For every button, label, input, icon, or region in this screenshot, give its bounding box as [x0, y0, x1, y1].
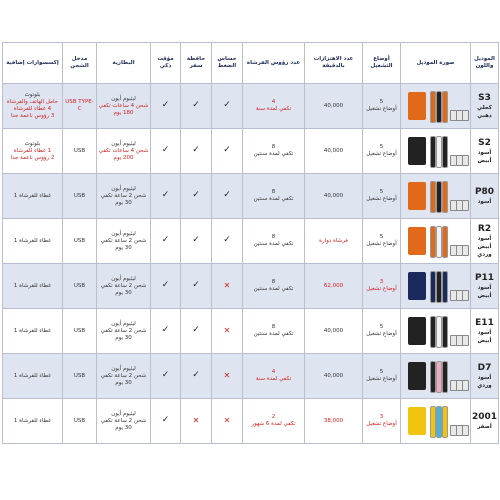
model-code: 2001	[471, 411, 497, 422]
product-box	[408, 317, 426, 345]
toothbrush	[442, 316, 448, 348]
modes-number: 5	[379, 234, 384, 240]
cell-charging	[63, 219, 97, 264]
battery-line: 180 يوم	[113, 109, 134, 116]
brush-head	[462, 335, 469, 346]
cell-pressure	[212, 354, 243, 399]
cell-image	[401, 219, 471, 264]
cell-modes	[363, 84, 401, 129]
cell-heads	[243, 219, 305, 264]
column-header-vibrations: عدد الاهتزازات بالدقيقة	[305, 43, 363, 84]
cell-battery	[97, 264, 151, 309]
cell-image	[401, 129, 471, 174]
table-row	[3, 219, 499, 264]
toothbrush	[430, 271, 436, 303]
product-image	[404, 313, 468, 349]
product-box	[408, 272, 426, 300]
charging-value: USB	[73, 417, 86, 424]
check-icon: ✓	[161, 100, 170, 110]
cell-accessories	[3, 174, 63, 219]
cell-travel	[181, 129, 212, 174]
check-icon: ✓	[192, 145, 200, 155]
product-image	[404, 133, 468, 169]
check-icon: ✓	[192, 100, 200, 110]
product-box	[408, 137, 426, 165]
cell-modes	[363, 219, 401, 264]
cell-vibrations	[305, 84, 363, 129]
cell-vibrations	[305, 219, 363, 264]
model-code: P80	[474, 186, 495, 197]
cell-heads	[243, 354, 305, 399]
cell-travel	[181, 354, 212, 399]
cell-timer	[151, 354, 181, 399]
cell-model	[471, 174, 499, 219]
table-row	[3, 354, 499, 399]
model-code: E11	[475, 317, 494, 328]
accessory-line: بلوتوث	[24, 92, 41, 98]
cell-modes	[363, 354, 401, 399]
model-color: أسود وردي	[477, 374, 492, 389]
toothbrush	[430, 361, 436, 393]
cross-icon: ✕	[223, 325, 231, 335]
column-header-model: الموديل واللون	[471, 43, 499, 84]
cell-charging	[63, 129, 97, 174]
check-icon: ✓	[223, 100, 231, 110]
check-icon: ✓	[192, 280, 200, 290]
cell-battery	[97, 84, 151, 129]
battery-line: شحن 2 ساعة تكفي	[100, 417, 147, 424]
brush-head	[462, 425, 469, 436]
battery-line: 30 يوم	[115, 379, 132, 386]
cross-icon: ✕	[223, 280, 231, 290]
battery-line: ليثيوم أيون	[111, 365, 136, 372]
toothbrush	[430, 181, 436, 213]
check-icon: ✓	[192, 190, 200, 200]
cell-image	[401, 264, 471, 309]
toothbrush	[430, 91, 436, 123]
heads-text: تكفي لمدة سنتين	[253, 151, 294, 157]
toothbrush	[436, 271, 442, 303]
modes-number: 3	[379, 414, 384, 420]
model-code: S3	[478, 92, 491, 103]
battery-line: ليثيوم أيون	[111, 230, 136, 237]
cell-accessories	[3, 219, 63, 264]
cell-heads	[243, 399, 305, 444]
toothbrush	[442, 271, 448, 303]
vibrations-value: 62,000	[323, 282, 344, 289]
accessory-line: غطاء للفرشاة 1	[13, 417, 52, 424]
check-icon: ✓	[161, 370, 170, 380]
heads-number: 8	[271, 324, 276, 330]
brush-head	[462, 155, 469, 166]
battery-line: 30 يوم	[115, 199, 132, 206]
table-row	[3, 264, 499, 309]
cell-model	[471, 309, 499, 354]
battery-line: ليثيوم أيون	[111, 95, 136, 102]
cell-model	[471, 354, 499, 399]
modes-number: 5	[379, 324, 384, 330]
toothbrush	[442, 91, 448, 123]
cell-timer	[151, 174, 181, 219]
cell-pressure	[212, 219, 243, 264]
check-icon: ✓	[223, 190, 231, 200]
check-icon: ✓	[161, 145, 170, 155]
heads-text: تكفي لمدة سنة	[255, 376, 292, 382]
heads-number: 8	[271, 234, 276, 240]
column-header-image: صورة الموديل	[401, 43, 471, 84]
comparison-table-wrapper	[0, 42, 500, 444]
accessory-line: 4 غطاء للفرشاة	[13, 106, 52, 112]
battery-line: ليثيوم أيون	[111, 320, 136, 327]
battery-line: ليثيوم أيون	[111, 185, 136, 192]
cell-accessories	[3, 354, 63, 399]
cell-charging	[63, 174, 97, 219]
product-image	[404, 88, 468, 124]
cell-timer	[151, 399, 181, 444]
modes-text: أوضاع تشغيل	[366, 196, 397, 202]
battery-line: 30 يوم	[115, 334, 132, 341]
cell-image	[401, 174, 471, 219]
heads-number: 8	[271, 189, 276, 195]
cell-timer	[151, 309, 181, 354]
modes-text: أوضاع تشغيل	[366, 151, 397, 157]
toothbrush	[436, 361, 442, 393]
battery-line: 30 يوم	[115, 289, 132, 296]
cell-modes	[363, 399, 401, 444]
cell-accessories	[3, 309, 63, 354]
cell-pressure	[212, 84, 243, 129]
model-code: D7	[477, 362, 492, 373]
column-header-heads: عدد رؤوس الفرشاة	[243, 43, 305, 84]
cell-vibrations	[305, 399, 363, 444]
model-color: أسود أبيض	[477, 329, 492, 344]
cell-timer	[151, 84, 181, 129]
heads-text: تكفي لمدة 6 شهور	[251, 421, 296, 427]
toothbrush	[430, 136, 436, 168]
toothbrush	[436, 406, 442, 438]
charging-value: USB	[73, 237, 86, 244]
table-header-row	[3, 43, 499, 84]
cell-modes	[363, 129, 401, 174]
brush-head	[462, 290, 469, 301]
product-box	[408, 92, 426, 120]
table-body	[3, 84, 499, 444]
model-color: أسود أبيض	[477, 284, 492, 299]
modes-number: 5	[379, 99, 384, 105]
cell-vibrations	[305, 354, 363, 399]
column-header-pressure: حساس الضغط	[212, 43, 243, 84]
model-color: أصفر	[477, 423, 492, 430]
modes-text: أوضاع تشغيل	[366, 376, 397, 382]
cell-vibrations	[305, 309, 363, 354]
accessory-line: 3 رؤوس ناعمة جدا	[10, 113, 55, 119]
toothbrush	[430, 226, 436, 258]
charging-value: USB	[73, 372, 86, 379]
modes-number: 5	[379, 369, 384, 375]
cell-accessories	[3, 264, 63, 309]
toothbrush	[436, 136, 442, 168]
column-header-battery: البطارية	[97, 43, 151, 84]
cell-accessories	[3, 84, 63, 129]
cell-modes	[363, 264, 401, 309]
table-row	[3, 399, 499, 444]
charging-value: USB	[73, 147, 86, 154]
toothbrush	[436, 316, 442, 348]
battery-line: شحن 2 ساعة تكفي	[100, 237, 147, 244]
cell-battery	[97, 219, 151, 264]
product-box	[408, 362, 426, 390]
cell-battery	[97, 354, 151, 399]
cell-travel	[181, 84, 212, 129]
cell-pressure	[212, 264, 243, 309]
charging-value: USB	[73, 327, 86, 334]
check-icon: ✓	[161, 325, 170, 335]
cell-charging	[63, 309, 97, 354]
model-code: S2	[478, 137, 491, 148]
heads-text: تكفي لمدة سنتين	[253, 331, 294, 337]
cell-accessories	[3, 129, 63, 174]
product-image	[404, 268, 468, 304]
cell-image	[401, 84, 471, 129]
check-icon: ✓	[161, 280, 170, 290]
model-color: أسود أبيض	[477, 149, 492, 164]
toothbrush-comparison-table	[2, 42, 499, 444]
charging-value: USB	[73, 192, 86, 199]
product-image	[404, 178, 468, 214]
cell-travel	[181, 399, 212, 444]
modes-text: أوضاع تشغيل	[366, 421, 397, 427]
battery-line: ليثيوم أيون	[111, 140, 136, 147]
accessory-line: غطاء للفرشاة 1	[13, 372, 52, 379]
toothbrush	[436, 226, 442, 258]
heads-number: 4	[271, 369, 276, 375]
battery-line: ليثيوم أيون	[111, 410, 136, 417]
cell-charging	[63, 354, 97, 399]
cell-image	[401, 309, 471, 354]
battery-line: شحن 2 ساعة تكفي	[100, 372, 147, 379]
cell-charging	[63, 264, 97, 309]
product-box	[408, 182, 426, 210]
accessory-line: بلوتوث	[24, 140, 41, 147]
battery-line: ليثيوم أيون	[111, 275, 136, 282]
cell-image	[401, 354, 471, 399]
column-header-modes: أوضاع التشغيل	[363, 43, 401, 84]
product-image	[404, 223, 468, 259]
vibrations-value: 40,000	[323, 372, 344, 379]
cell-travel	[181, 219, 212, 264]
cell-modes	[363, 309, 401, 354]
cell-modes	[363, 174, 401, 219]
modes-text: أوضاع تشغيل	[366, 106, 397, 112]
heads-number: 8	[271, 279, 276, 285]
table-row	[3, 174, 499, 219]
cell-heads	[243, 309, 305, 354]
cell-timer	[151, 129, 181, 174]
heads-text: تكفي لمدة سنتين	[253, 196, 294, 202]
vibrations-value: 40,000	[323, 327, 344, 334]
cell-charging	[63, 84, 97, 129]
accessory-line: 1 غطاء للفرشاة	[13, 147, 52, 154]
accessory-line: غطاء للفرشاة 1	[13, 282, 52, 289]
modes-text: أوضاع تشغيل	[366, 331, 397, 337]
vibrations-value: 40,000	[323, 147, 344, 154]
product-image	[404, 358, 468, 394]
vibrations-value: 38,000	[323, 417, 344, 424]
cross-icon: ✕	[223, 370, 231, 380]
table-row	[3, 84, 499, 129]
toothbrush	[430, 406, 436, 438]
toothbrush	[436, 91, 442, 123]
cell-charging	[63, 399, 97, 444]
toothbrush	[442, 361, 448, 393]
accessory-line: غطاء للفرشاة 1	[13, 192, 52, 199]
cell-battery	[97, 399, 151, 444]
cell-model	[471, 264, 499, 309]
table-row	[3, 129, 499, 174]
cell-battery	[97, 309, 151, 354]
brush-head	[462, 245, 469, 256]
vibrations-value: فرشاة دوارة	[319, 237, 348, 244]
cell-heads	[243, 84, 305, 129]
check-icon: ✓	[192, 370, 200, 380]
cell-vibrations	[305, 174, 363, 219]
heads-number: 4	[271, 99, 276, 105]
heads-text: تكفي لمدة سنتين	[253, 241, 294, 247]
column-header-charging: مدخل الشحن	[63, 43, 97, 84]
check-icon: ✓	[161, 415, 170, 425]
cell-model	[471, 399, 499, 444]
cell-model	[471, 129, 499, 174]
cell-battery	[97, 174, 151, 219]
cell-pressure	[212, 129, 243, 174]
toothbrush	[442, 181, 448, 213]
brush-head	[462, 110, 469, 121]
battery-line: 30 يوم	[115, 424, 132, 431]
cross-icon: ✕	[223, 415, 231, 425]
cell-vibrations	[305, 129, 363, 174]
cell-heads	[243, 174, 305, 219]
heads-number: 2	[271, 414, 276, 420]
vibrations-value: 40,000	[323, 192, 344, 199]
heads-text: تكفي لمدة سنتين	[253, 286, 294, 292]
check-icon: ✓	[223, 145, 231, 155]
battery-line: شحن 2 ساعة تكفي	[100, 192, 147, 199]
battery-line: 200 يوم	[113, 154, 134, 161]
cross-icon: ✕	[192, 415, 200, 425]
cell-timer	[151, 264, 181, 309]
brush-head	[462, 200, 469, 211]
battery-line: شحن 2 ساعة تكفي	[100, 282, 147, 289]
heads-number: 8	[271, 144, 276, 150]
check-icon: ✓	[161, 235, 170, 245]
toothbrush	[436, 181, 442, 213]
column-header-travel: حافظة سفر	[181, 43, 212, 84]
modes-number: 5	[379, 189, 384, 195]
battery-line: 30 يوم	[115, 244, 132, 251]
product-box	[408, 407, 426, 435]
cell-model	[471, 84, 499, 129]
charging-value: USB TYPE-C	[65, 99, 94, 112]
cell-pressure	[212, 399, 243, 444]
model-code: P11	[474, 272, 495, 283]
model-code: R2	[477, 223, 492, 234]
modes-number: 3	[379, 279, 384, 285]
cell-accessories	[3, 399, 63, 444]
cell-pressure	[212, 174, 243, 219]
modes-text: أوضاع تشغيل	[366, 241, 397, 247]
product-box	[408, 227, 426, 255]
cell-heads	[243, 129, 305, 174]
toothbrush	[442, 226, 448, 258]
battery-line: شحن 2 ساعة تكفي	[100, 327, 147, 334]
accessory-line: 2 رؤوس ناعمة جدا	[10, 154, 55, 161]
cell-timer	[151, 219, 181, 264]
cell-battery	[97, 129, 151, 174]
cell-travel	[181, 174, 212, 219]
cell-image	[401, 399, 471, 444]
vibrations-value: 40,000	[323, 102, 344, 109]
modes-number: 5	[379, 144, 384, 150]
check-icon: ✓	[192, 325, 200, 335]
cell-travel	[181, 264, 212, 309]
toothbrush	[442, 406, 448, 438]
heads-text: تكفي لمدة سنة	[255, 106, 292, 112]
model-color: أسود	[477, 198, 492, 205]
cell-pressure	[212, 309, 243, 354]
table-row	[3, 309, 499, 354]
model-color: كحلي ذهبي	[477, 104, 492, 119]
charging-value: USB	[73, 282, 86, 289]
check-icon: ✓	[161, 190, 170, 200]
accessory-line: حامل الهاتف والفرشاة	[6, 99, 59, 105]
check-icon: ✓	[223, 235, 231, 245]
accessory-line: غطاء للفرشاة 1	[13, 237, 52, 244]
battery-line: شحن 4 ساعات تكفي	[98, 102, 149, 109]
toothbrush	[430, 316, 436, 348]
accessory-line: غطاء للفرشاة 1	[13, 327, 52, 334]
product-image	[404, 403, 468, 439]
cell-travel	[181, 309, 212, 354]
column-header-accessories: إكسسوارات إضافية	[3, 43, 63, 84]
check-icon: ✓	[192, 235, 200, 245]
model-color: أسود أبيض وردي	[477, 235, 492, 258]
modes-text: أوضاع تشغيل	[366, 286, 397, 292]
cell-heads	[243, 264, 305, 309]
brush-head	[462, 380, 469, 391]
column-header-timer: مؤقت ذكي	[151, 43, 181, 84]
cell-vibrations	[305, 264, 363, 309]
cell-model	[471, 219, 499, 264]
battery-line: شحن 4 ساعات تكفي	[98, 147, 149, 154]
toothbrush	[442, 136, 448, 168]
